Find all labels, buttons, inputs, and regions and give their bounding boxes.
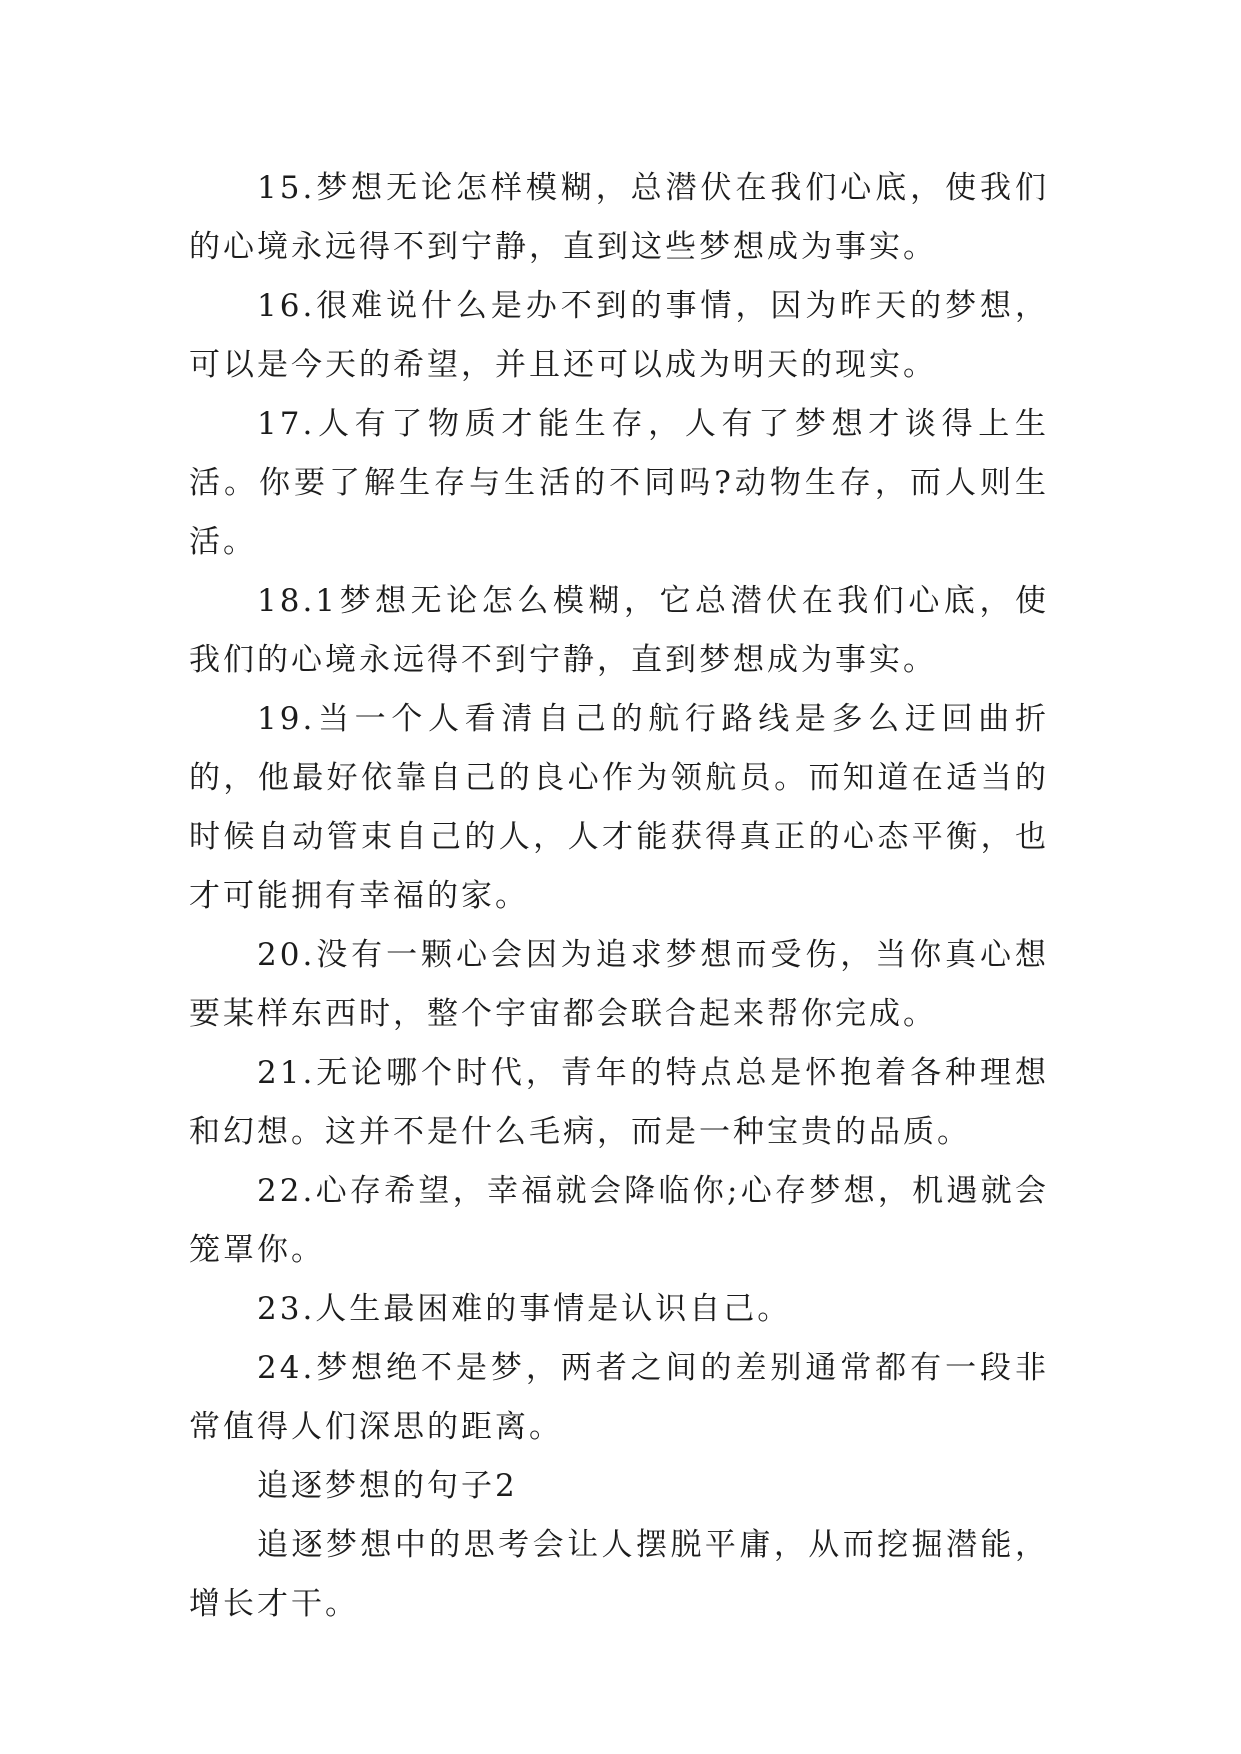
paragraph-18: 18.1梦想无论怎么模糊，它总潜伏在我们心底，使我们的心境永远得不到宁静，直到梦想成为事实。 bbox=[189, 583, 1049, 678]
document-body bbox=[189, 159, 1049, 1634]
paragraph-20: 20.没有一颗心会因为追求梦想而受伤，当你真心想要某样东西时，整个宇宙都会联合起来帮你完成。 bbox=[189, 937, 1049, 1032]
paragraph-21: 21.无论哪个时代，青年的特点总是怀抱着各种理想和幻想。这并不是什么毛病，而是一种宝贵的品质。 bbox=[189, 1055, 1049, 1150]
paragraph-19: 19.当一个人看清自己的航行路线是多么迂回曲折的，他最好依靠自己的良心作为领航员。而知道在适当的时候自动管束自己的人，人才能获得真正的心态平衡，也才可能拥有幸福的家。 bbox=[189, 701, 1049, 914]
paragraph-15: 15.梦想无论怎样模糊，总潜伏在我们心底，使我们的心境永远得不到宁静，直到这些梦想成为事实。 bbox=[189, 170, 1049, 265]
paragraph-23: 23.人生最困难的事情是认识自己。 bbox=[257, 1291, 792, 1327]
paragraph-22: 22.心存希望，幸福就会降临你;心存梦想，机遇就会笼罩你。 bbox=[189, 1173, 1049, 1268]
section-paragraph: 追逐梦想中的思考会让人摆脱平庸，从而挖掘潜能，增长才干。 bbox=[189, 1527, 1049, 1622]
paragraph-17: 17.人有了物质才能生存，人有了梦想才谈得上生活。你要了解生存与生活的不同吗?动物生存，而人则生活。 bbox=[189, 406, 1049, 560]
paragraph-24: 24.梦想绝不是梦，两者之间的差别通常都有一段非常值得人们深思的距离。 bbox=[189, 1350, 1049, 1445]
section-heading: 追逐梦想的句子2 bbox=[257, 1468, 518, 1504]
paragraph-16: 16.很难说什么是办不到的事情，因为昨天的梦想，可以是今天的希望，并且还可以成为明天的现实。 bbox=[189, 288, 1049, 383]
